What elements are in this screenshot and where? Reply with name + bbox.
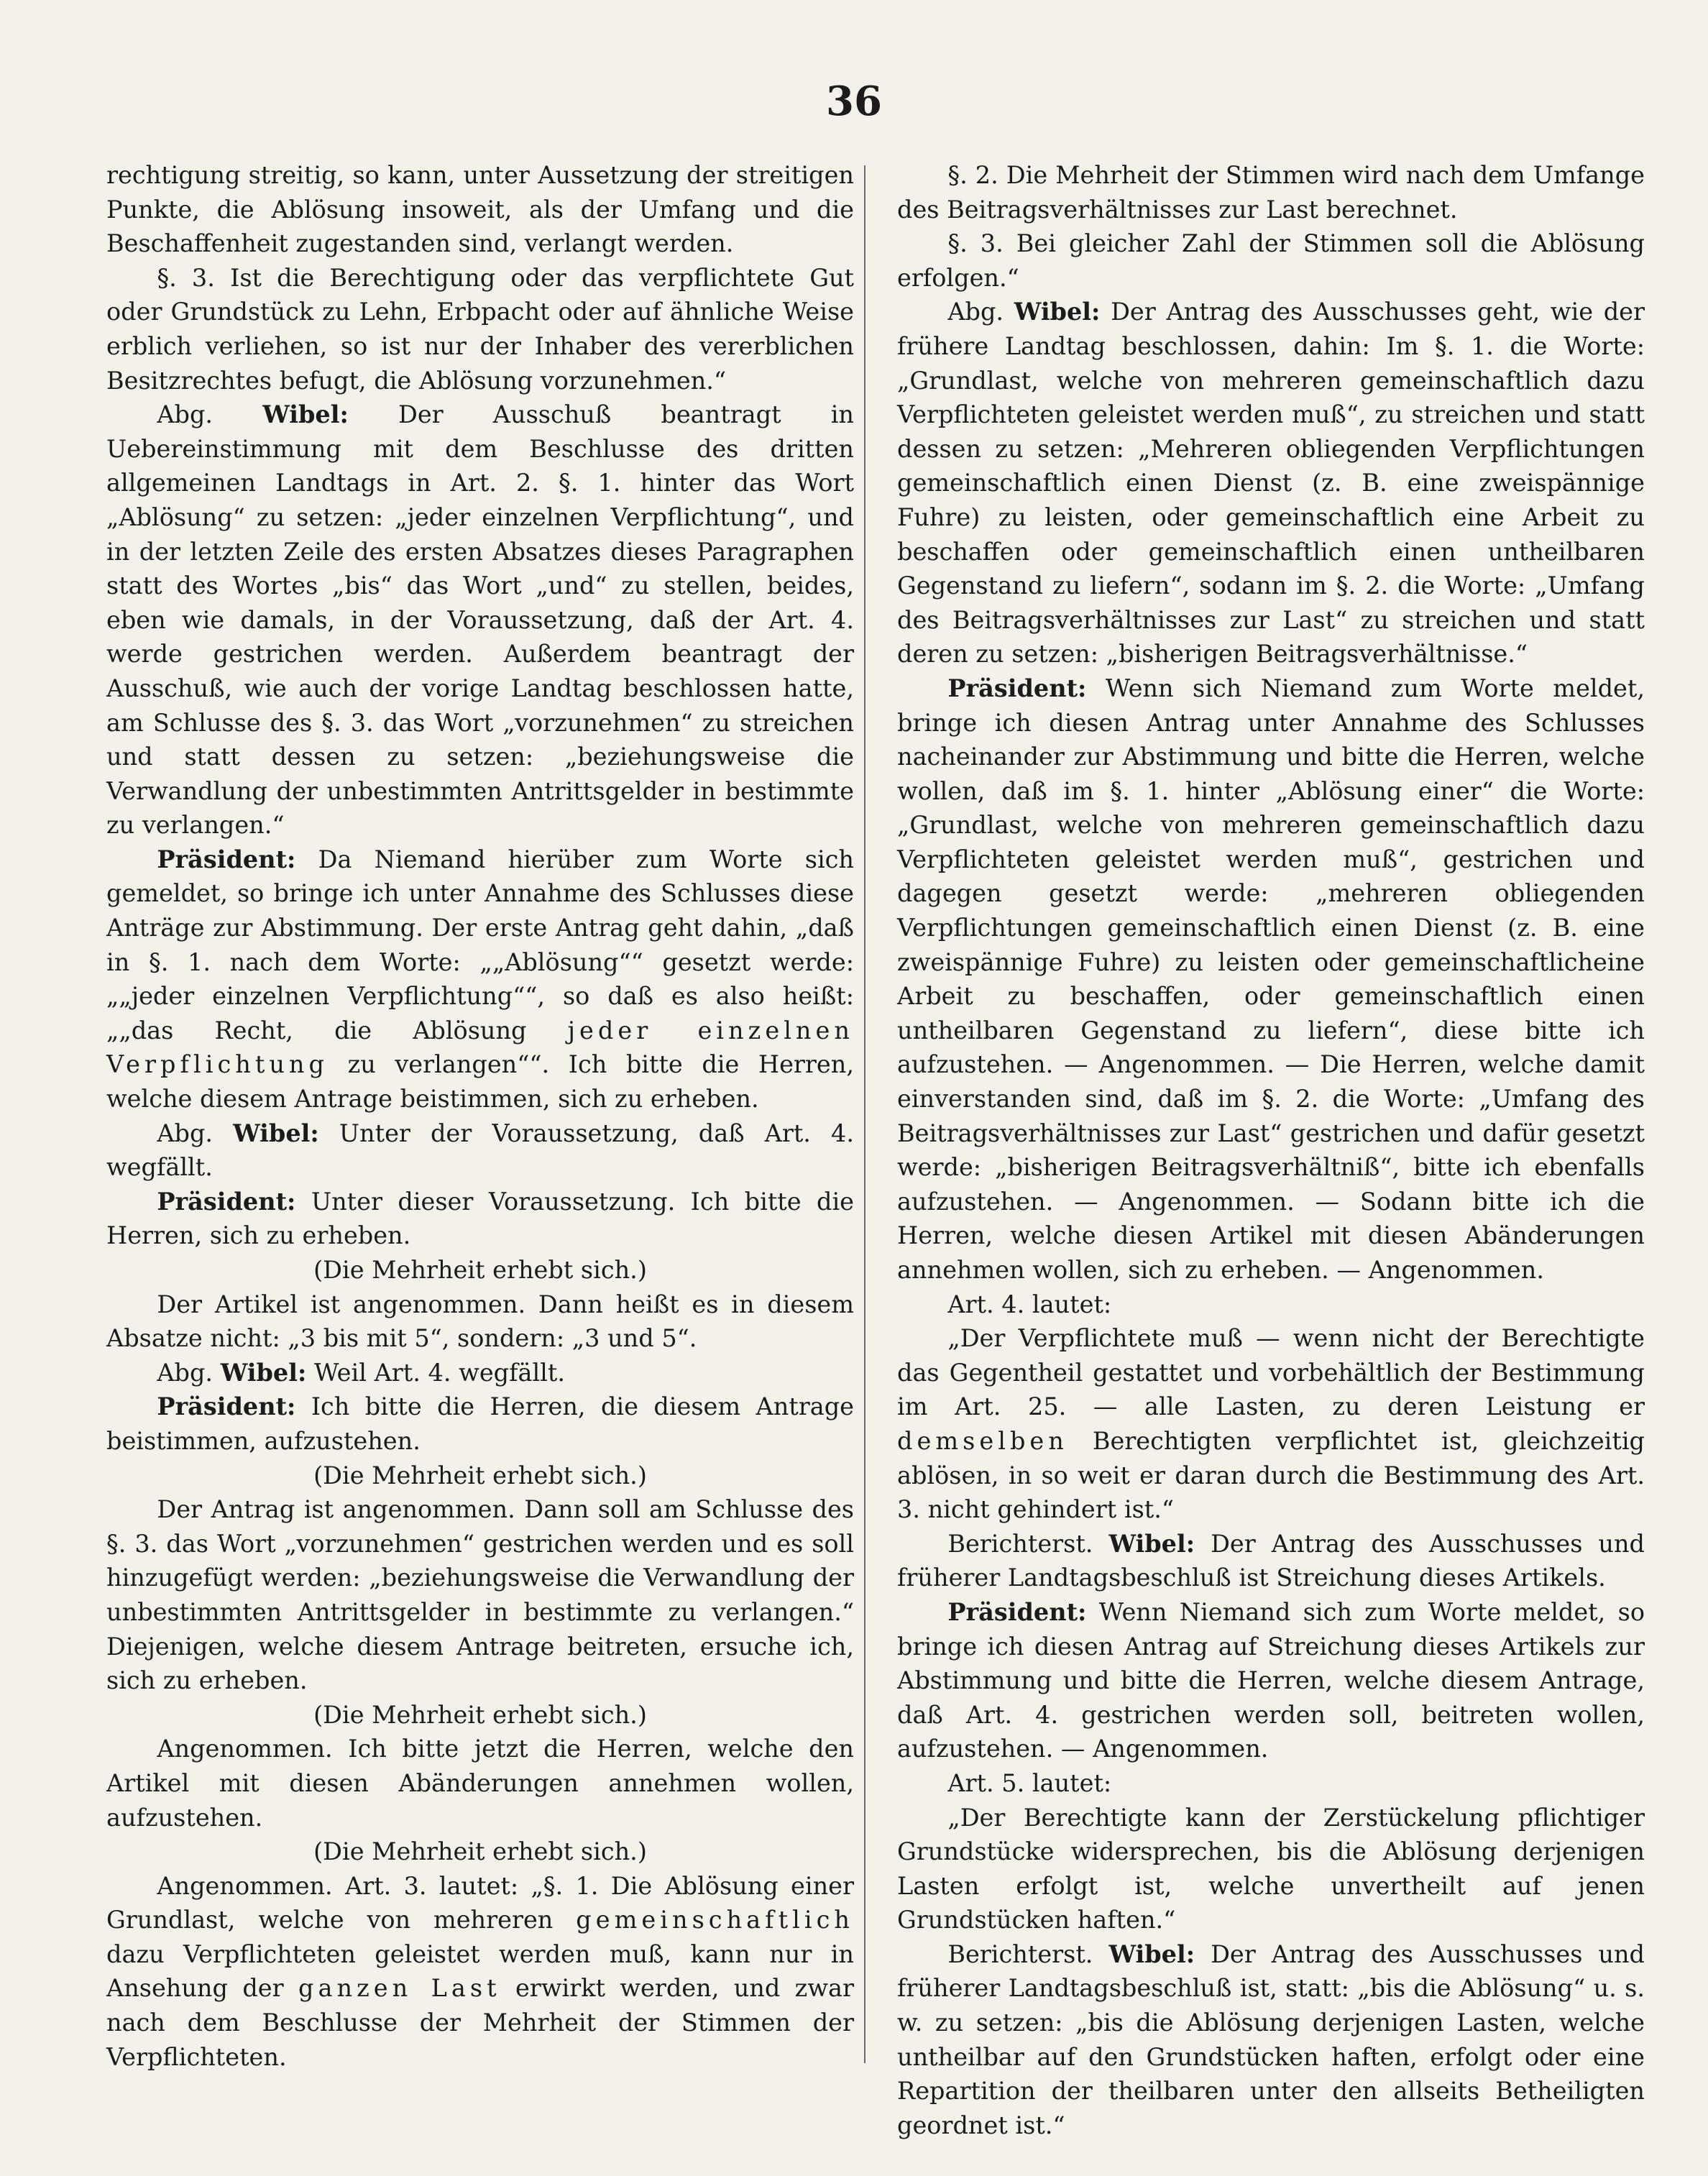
paragraph <box>106 1390 854 1458</box>
text-run: Der Artikel ist angenommen. Dann heißt es in diesem Absatze nicht: „3 bis mit 5“, sondern: „3 und 5“. <box>106 1290 854 1353</box>
text-run: dazu Verpflichteten geleistet werden muß, kann nur in Ansehung der <box>106 1939 854 2003</box>
paragraph <box>106 1869 854 2075</box>
paragraph <box>106 1492 854 1698</box>
emphasized-text: gemeinschaftlich <box>576 1906 854 1934</box>
left-column <box>106 158 854 2074</box>
stage-direction <box>106 1698 854 1732</box>
paragraph <box>897 295 1645 671</box>
speaker-name: Wibel: <box>1108 1529 1195 1558</box>
paragraph <box>897 226 1645 295</box>
text-run: Unter dieser Voraussetzung. Ich bitte die Herren, sich zu erheben. <box>106 1187 854 1250</box>
paragraph <box>897 671 1645 1287</box>
text-run: Berichterst. <box>947 1529 1109 1558</box>
text-run: zu verlangen““. Ich bitte die Herren, welche diesem Antrage beistimmen, sich zu erheben. <box>106 1050 854 1114</box>
emphasized-text: jeder einzelnen Verpflichtung <box>106 1016 854 1079</box>
text-run: Der Antrag ist angenommen. Dann soll am Schlusse des §. 3. das Wort „vorzunehmen“ gestrichen werden und es soll hinzugefügt werden: „beziehungsweise die Verwandlung der unbestimmten Antrittsgelder in bestimmte zu verlangen.“ Diejenigen, welche diesem Antrage beitreten, ersuche ich, sich zu erheben. <box>106 1495 854 1695</box>
paragraph <box>897 1937 1645 2143</box>
text-run: Der Antrag des Ausschusses und früherer Landtagsbeschluß ist, statt: „bis die Ablösung“ u. s. w. zu setzen: „bis die Ablösung derjenigen Lasten, welche untheilbar auf den Grundstücken haften, erfolgt oder eine Repartition der theilbaren unter den allseits Betheiligten geordnet ist.“ <box>897 1939 1645 2139</box>
text-run: Wenn sich Niemand zum Worte meldet, bringe ich diesen Antrag unter Annahme des Schlusses nacheinander zur Abstimmung und bitte die Herren, welche wollen, daß im §. 1. hinter „Ablösung einer“ die Worte: „Grundlast, welche von mehreren gemeinschaftlich dazu Verpflichteten geleistet werden muß“, gestrichen und dagegen gesetzt werde: „mehreren obliegenden Verpflichtungen gemeinschaftlich einen Dienst (z. B. eine zweispännige Fuhre) zu leisten oder gemeinschaftlicheine Arbeit zu beschaffen, oder gemeinschaftlich einen untheilbaren Gegenstand zu liefern“, diese bitte ich aufzustehen. — Angenommen. — Die Herren, welche damit einverstanden sind, daß im §. 2. die Worte: „Umfang des Beitragsverhältnisses zur Last“ gestrichen und dafür gesetzt werde: „bisherigen Beitragsverhältniß“, bitte ich ebenfalls aufzustehen. — Angenommen. — Sodann bitte ich die Herren, welche diesen Artikel mit diesen Abänderungen annehmen wollen, sich zu erheben. — Angenommen. <box>897 674 1645 1284</box>
text-run: Weil Art. 4. wegfällt. <box>306 1358 566 1387</box>
stage-direction <box>106 1253 854 1287</box>
text-run: rechtigung streitig, so kann, unter Aussetzung der streitigen Punkte, die Ablösung insoweit, als der Umfang und die Beschaffenheit zugestanden sind, verlangt werden. <box>106 161 854 258</box>
paragraph <box>897 1801 1645 1937</box>
speaker-name: Wibel: <box>262 400 349 429</box>
text-run: §. 3. Bei gleicher Zahl der Stimmen soll die Ablösung erfolgen.“ <box>897 229 1645 292</box>
text-run: Der Antrag des Ausschusses geht, wie der frühere Landtag beschlossen, dahin: Im §. 1. die Worte: „Grundlast, welche von mehreren gemeinschaftlich dazu Verpflichteten geleistet werden muß“, zu streichen und statt dessen zu setzen: „Mehreren obliegenden Verpflichtungen gemeinschaftlich einen Dienst (z. B. eine zweispännige Fuhre) zu leisten, oder gemeinschaftlich eine Arbeit zu beschaffen oder gemeinschaftlich einen untheilbaren Gegenstand zu liefern“, sodann im §. 2. die Worte: „Umfang des Beitragsverhältnisses zur Last“ zu streichen und statt deren zu setzen: „bisherigen Beitragsverhältnisse.“ <box>897 298 1645 669</box>
paragraph <box>106 843 854 1116</box>
paragraph <box>106 398 854 843</box>
text-run: §. 3. Ist die Berechtigung oder das verpflichtete Gut oder Grundstück zu Lehn, Erbpacht oder auf ähnliche Weise erblich verliehen, so ist nur der Inhaber des vererblichen Besitzrechtes befugt, die Ablösung vorzunehmen.“ <box>106 263 854 395</box>
paragraph <box>897 1287 1645 1322</box>
speaker-name: Wibel: <box>233 1119 319 1147</box>
text-run: Ich bitte die Herren, die diesem Antrage beistimmen, aufzustehen. <box>106 1392 854 1455</box>
paragraph <box>106 1356 854 1390</box>
emphasized-text: ganzen Last <box>298 1974 501 2003</box>
text-run: Berichterst. <box>947 1939 1109 1968</box>
text-run: Art. 5. lautet: <box>947 1768 1112 1797</box>
paragraph <box>897 1527 1645 1595</box>
speaker-name: Präsident: <box>947 1597 1087 1626</box>
page-number: 36 <box>826 78 882 125</box>
paragraph <box>897 1595 1645 1766</box>
speaker-name: Präsident: <box>157 1187 296 1216</box>
text-run: Abg. <box>947 298 1014 326</box>
text-run: §. 2. Die Mehrheit der Stimmen wird nach dem Umfange des Beitragsverhältnisses zur Last berechnet. <box>897 161 1645 224</box>
right-column <box>897 158 1645 2142</box>
text-run: Der Ausschuß beantragt in Uebereinstimmung mit dem Beschlusse des dritten allgemeinen Landtags in Art. 2. §. 1. hinter das Wort „Ablösung“ zu setzen: „jeder einzelnen Verpflichtung“, und in der letzten Zeile des ersten Absatzes dieses Paragraphen statt des Wortes „bis“ das Wort „und“ zu stellen, beides, eben wie damals, in der Voraussetzung, daß der Art. 4. werde gestrichen werden. Außerdem beantragt der Ausschuß, wie auch der vorige Landtag beschlossen hatte, am Schlusse des §. 3. das Wort „vorzunehmen“ zu streichen und statt dessen zu setzen: „beziehungsweise die Verwandlung der unbestimmten Antrittsgelder in bestimmte zu verlangen.“ <box>106 400 854 840</box>
text-run: Angenommen. Ich bitte jetzt die Herren, welche den Artikel mit diesen Abänderungen annehmen wollen, aufzustehen. <box>106 1735 854 1832</box>
paragraph <box>106 1287 854 1356</box>
speaker-name: Präsident: <box>157 1392 296 1421</box>
text-run: (Die Mehrheit erhebt sich.) <box>313 1461 647 1489</box>
text-run: Art. 4. lautet: <box>947 1290 1112 1318</box>
paragraph <box>106 1116 854 1185</box>
speaker-name: Wibel: <box>1014 298 1101 326</box>
text-run: „Der Berechtigte kann der Zerstückelung pflichtiger Grundstücke widersprechen, bis die Ablösung derjenigen Lasten erfolgt ist, welche unvertheilt auf jenen Grundstücken haften.“ <box>897 1803 1645 1934</box>
paragraph <box>897 1766 1645 1801</box>
stage-direction <box>106 1459 854 1493</box>
text-run: Wenn Niemand sich zum Worte meldet, so bringe ich diesen Antrag auf Streichung dieses Artikels zur Abstimmung und bitte die Herren, welche diesem Antrage, daß Art. 4. gestrichen werden soll, beitreten wollen, aufzustehen. — Angenommen. <box>897 1597 1645 1763</box>
speaker-name: Präsident: <box>157 845 296 873</box>
text-run: (Die Mehrheit erhebt sich.) <box>313 1256 647 1284</box>
paragraph <box>106 1732 854 1835</box>
text-run: Angenommen. Art. 3. lautet: „§. 1. Die Ablösung einer Grundlast, welche von mehreren <box>106 1871 854 1934</box>
speaker-name: Präsident: <box>947 674 1087 702</box>
text-run: „Der Verpflichtete muß — wenn nicht der Berechtigte das Gegentheil gestattet und vorbehältlich der Bestimmung im Art. 25. — alle Lasten, zu deren Leistung er <box>897 1324 1645 1421</box>
paragraph <box>897 1321 1645 1527</box>
paragraph <box>897 158 1645 226</box>
speaker-name: Wibel: <box>220 1358 307 1387</box>
stage-direction <box>106 1835 854 1869</box>
speaker-name: Wibel: <box>1108 1939 1195 1968</box>
text-run: Der Antrag des Ausschusses und früherer Landtagsbeschluß ist Streichung dieses Artikels. <box>897 1529 1645 1592</box>
paragraph <box>106 261 854 398</box>
text-run: Berechtigten verpflichtet ist, gleichzeitig ablösen, in so weit er daran durch die Bestimmung des Art. 3. nicht gehindert ist.“ <box>897 1426 1645 1524</box>
text-run: Abg. <box>157 1119 234 1147</box>
text-run: Abg. <box>157 1358 221 1387</box>
text-run: Unter der Voraussetzung, daß Art. 4. wegfällt. <box>106 1119 854 1182</box>
text-run: (Die Mehrheit erhebt sich.) <box>313 1700 647 1729</box>
paragraph <box>106 158 854 261</box>
paragraph <box>106 1185 854 1253</box>
column-divider <box>864 165 866 2063</box>
text-run: Da Niemand hierüber zum Worte sich gemeldet, so bringe ich unter Annahme des Schlusses diese Anträge zur Abstimmung. Der erste Antrag geht dahin, „daß in §. 1. nach dem Worte: „„Ablösung““ gesetzt werde: „„jeder einzelnen Verpflichtung““, so daß es also heißt: „„das Recht, die Ablösung <box>106 845 854 1045</box>
emphasized-text: demselben <box>897 1426 1068 1455</box>
text-run: erwirkt werden, und zwar nach dem Beschlusse der Mehrheit der Stimmen der Verpflichteten. <box>106 1974 854 2071</box>
text-run: Abg. <box>157 400 263 429</box>
text-run: (Die Mehrheit erhebt sich.) <box>313 1837 647 1866</box>
